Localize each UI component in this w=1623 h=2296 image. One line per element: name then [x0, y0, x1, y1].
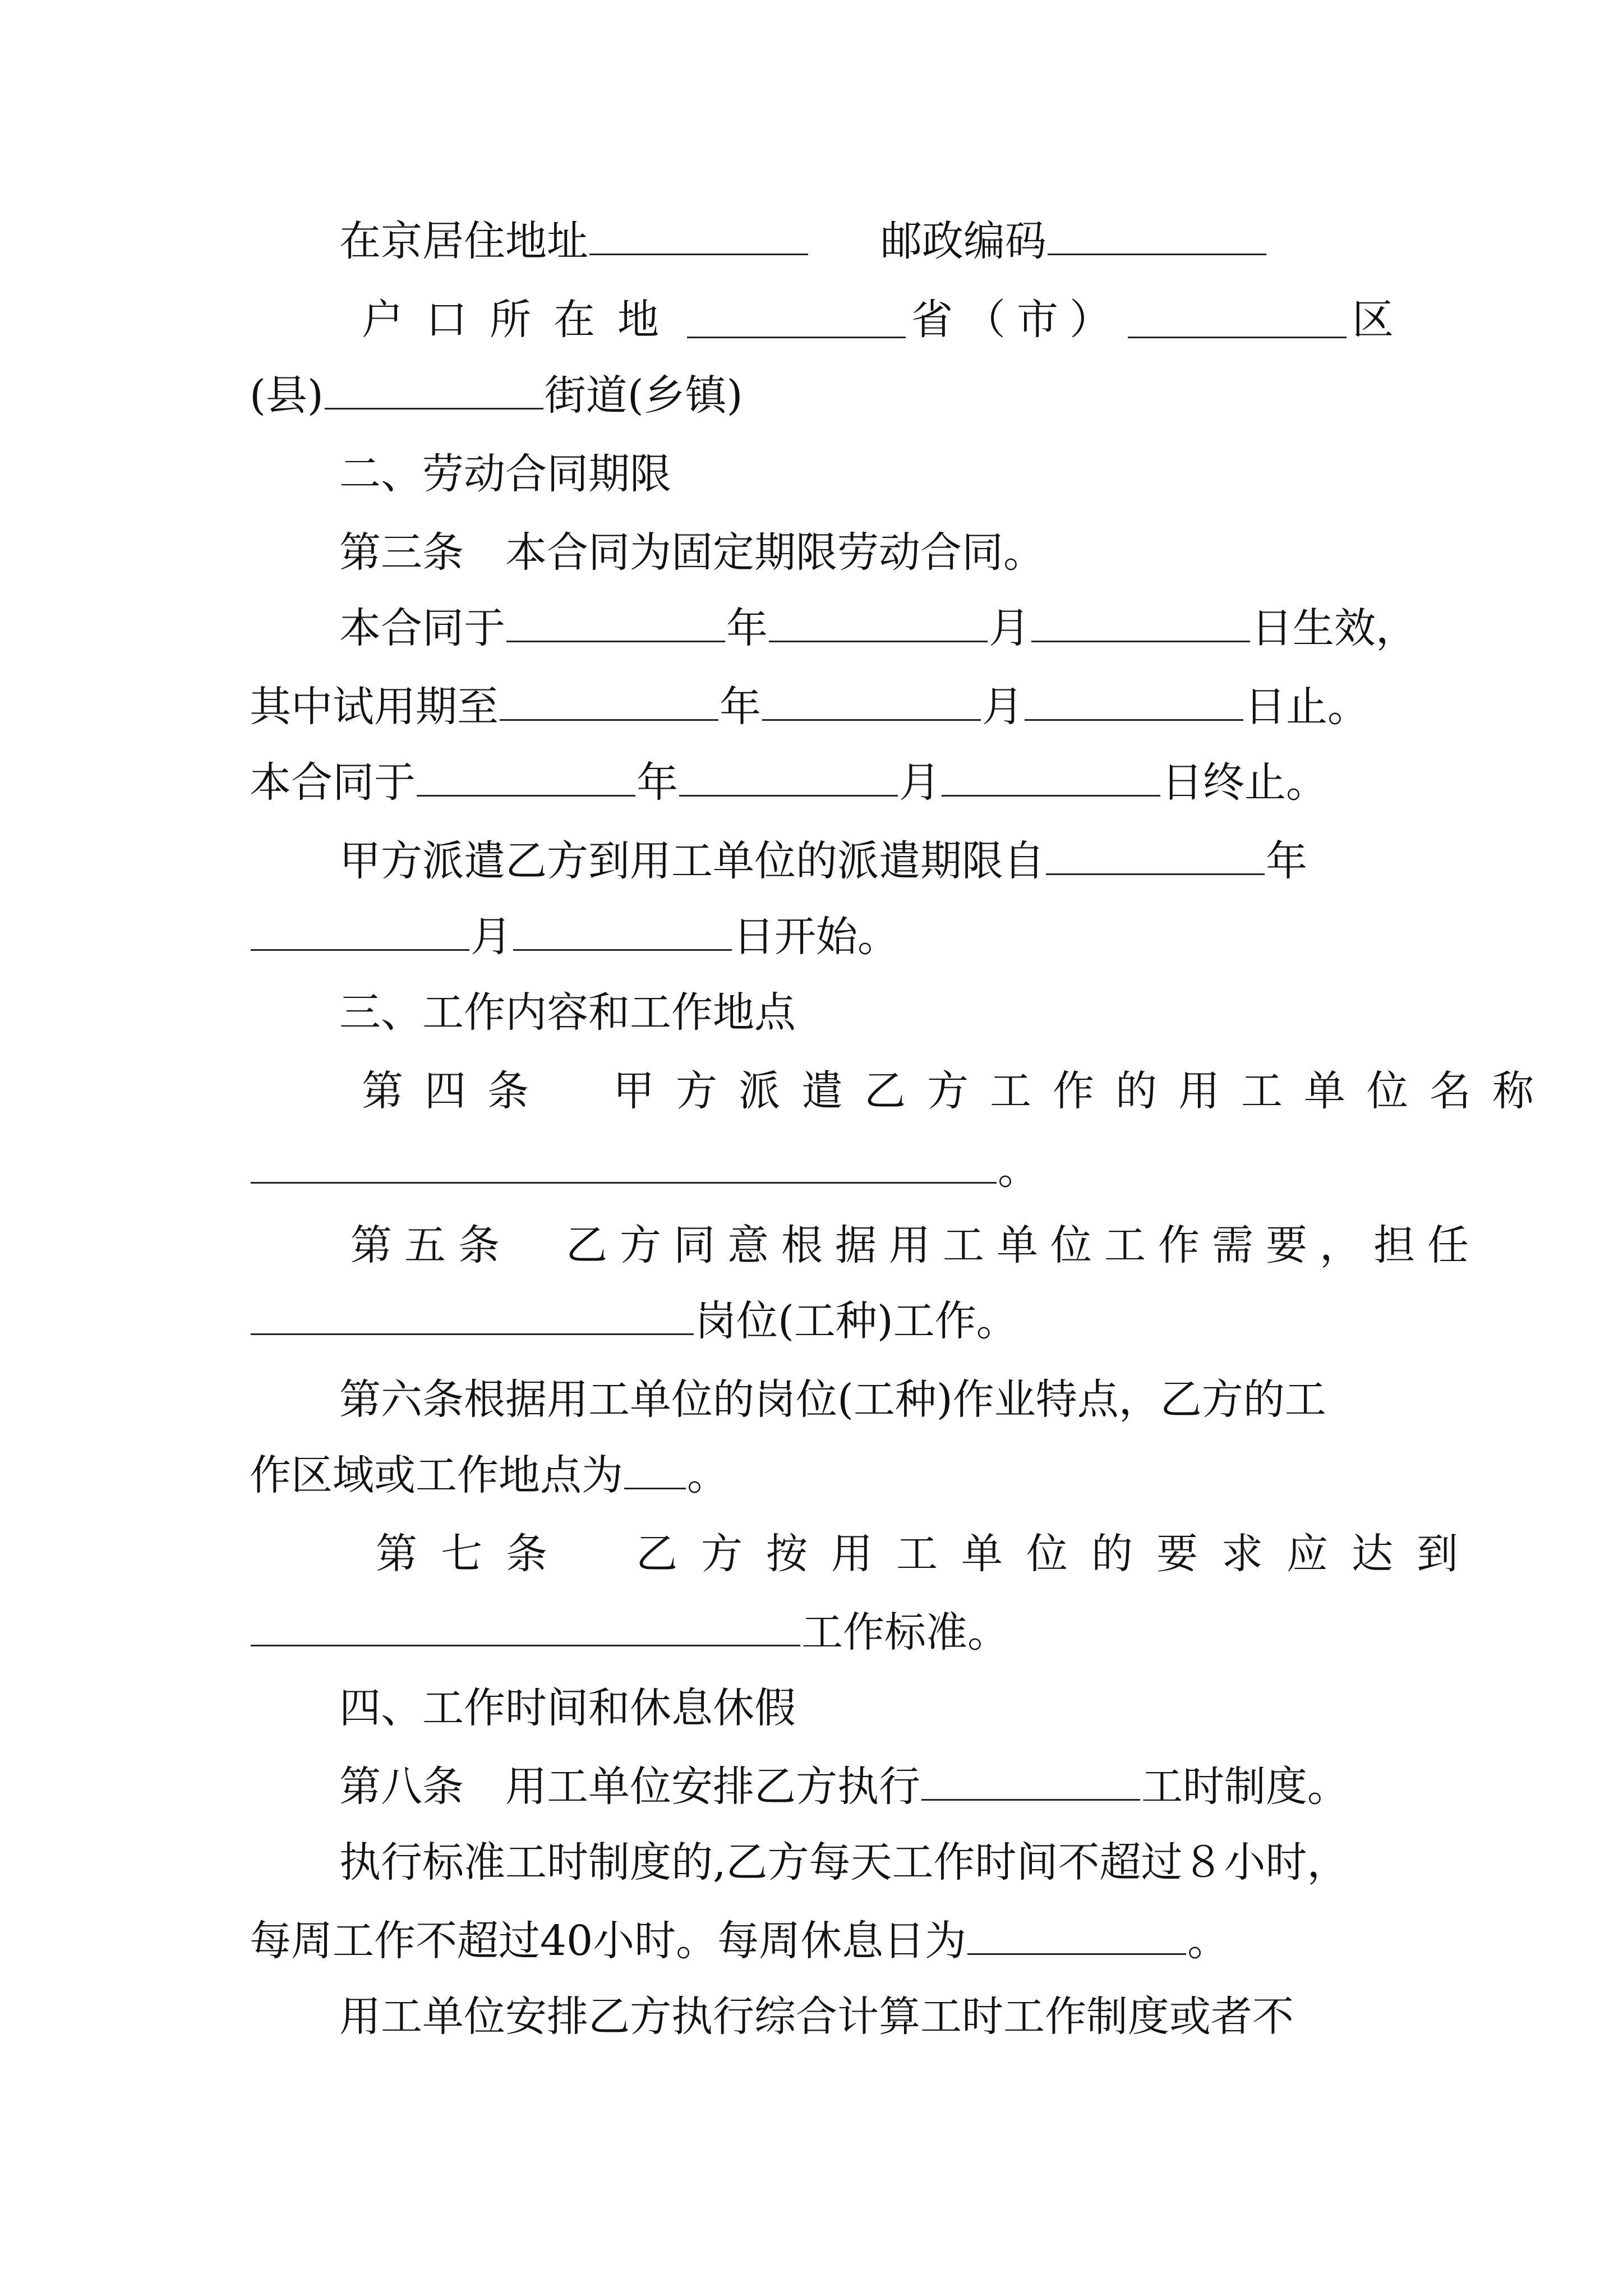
work-hour-system-blank [921, 1764, 1140, 1801]
effective-month-blank [769, 606, 988, 642]
month-label: 月 [471, 913, 512, 961]
position-line [250, 1287, 1394, 1355]
rest-day-blank [967, 1918, 1186, 1955]
effective-date-line [250, 595, 1417, 662]
probation-line [250, 673, 1394, 740]
postal-code-label: 邮政编码 [880, 217, 1047, 265]
residence-address-line [250, 208, 1394, 275]
termination-line [250, 749, 1394, 816]
work-hour-system-label: 工时制度。 [1141, 1763, 1349, 1811]
residence-address-label: 在京居住地址 [339, 217, 588, 265]
termination-month-blank [679, 760, 898, 797]
day-effective-label: 日生效， [1251, 604, 1417, 652]
period-mark: 。 [998, 1145, 1039, 1194]
county-blank [325, 373, 543, 409]
county-line [250, 362, 1394, 429]
position-label: 岗位(工种)工作。 [695, 1297, 1018, 1345]
postal-code-blank [1048, 219, 1266, 255]
employer-name-line [250, 1136, 1394, 1203]
month-label: 月 [899, 758, 940, 807]
province-label: 省（市） [911, 296, 1122, 344]
residence-address-blank [589, 219, 808, 255]
article-7: 第七条 乙方按用工单位的要求应达到 [376, 1530, 1482, 1578]
work-standard-label: 工作标准。 [801, 1608, 1009, 1657]
dispatch-month-blank [251, 914, 469, 951]
effective-year-blank [506, 606, 725, 642]
work-location-line [250, 1442, 1394, 1509]
article-8-label: 第八条 用工单位安排乙方执行 [339, 1763, 920, 1811]
day-end-label: 日止。 [1244, 683, 1369, 731]
day-termination-label: 日终止。 [1161, 758, 1327, 807]
article-6: 第六条根据用工单位的岗位(工种)作业特点，乙方的工 [339, 1375, 1326, 1424]
month-label: 月 [982, 683, 1023, 731]
dispatch-period-label: 甲方派遣乙方到用工单位的派遣期限自 [339, 837, 1045, 885]
effective-label: 本合同于 [339, 604, 505, 652]
year-label: 年 [726, 604, 768, 652]
comprehensive-hours-line: 用工单位安排乙方执行综合计算工时工作制度或者不 [339, 1993, 1294, 2041]
termination-year-blank [417, 760, 635, 797]
year-label: 年 [1266, 837, 1307, 885]
work-location-label: 作区域或工作地点为 [250, 1451, 623, 1499]
year-label: 年 [720, 683, 761, 731]
dispatch-day-blank [513, 914, 732, 951]
article-5: 第五条 乙方同意根据用工单位工作需要，担任 [351, 1221, 1481, 1269]
probation-label: 其中试用期至 [250, 683, 499, 731]
period-mark: 。 [1187, 1917, 1229, 1965]
effective-day-blank [1031, 606, 1250, 642]
dispatch-start-line [250, 903, 1394, 970]
probation-month-blank [762, 684, 981, 721]
section-4-heading: 四、工作时间和休息休假 [339, 1684, 796, 1732]
weekly-hours-label: 每周工作不超过40小时。每周休息日为 [250, 1917, 967, 1965]
month-label: 月 [989, 604, 1030, 652]
article-3: 第三条 本合同为固定期限劳动合同。 [339, 528, 1045, 577]
work-location-blank [624, 1453, 686, 1489]
dispatch-period-line [250, 827, 1394, 895]
day-start-label: 日开始。 [733, 913, 899, 961]
year-label: 年 [637, 758, 678, 807]
period-mark: 。 [687, 1451, 728, 1499]
article-4: 第四条 甲方派遣乙方工作的用工单位名称 [362, 1067, 1555, 1115]
position-blank [251, 1299, 694, 1335]
probation-day-blank [1025, 684, 1243, 721]
hukou-line [250, 286, 1394, 353]
section-3-heading: 三、工作内容和工作地点 [339, 988, 796, 1037]
termination-label: 本合同于 [250, 758, 416, 807]
weekly-rest-line [250, 1907, 1394, 1975]
province-blank [1128, 302, 1347, 338]
hukou-label: 户口所在地 [362, 296, 681, 344]
article-8 [250, 1753, 1394, 1820]
district-label: 区 [1352, 296, 1394, 344]
employer-name-blank [251, 1147, 997, 1184]
dispatch-year-blank [1046, 839, 1265, 875]
work-standard-blank [251, 1610, 800, 1646]
county-label: (县) [250, 371, 324, 420]
street-label: 街道(乡镇) [544, 371, 743, 420]
section-2-heading: 二、劳动合同期限 [339, 450, 671, 498]
probation-year-blank [500, 684, 718, 721]
termination-day-blank [942, 760, 1160, 797]
work-standard-line [250, 1599, 1394, 1666]
standard-hours-line: 执行标准工时制度的,乙方每天工作时间不超过８小时， [339, 1838, 1349, 1887]
hukou-blank [687, 302, 906, 338]
